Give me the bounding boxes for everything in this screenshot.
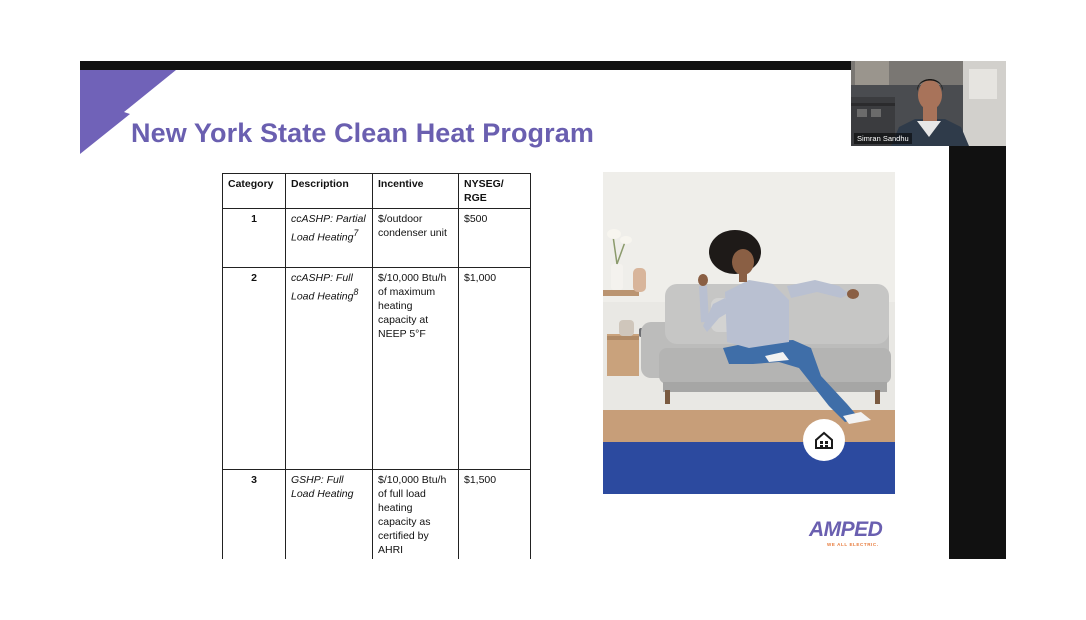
- category-cell: 2: [223, 268, 286, 470]
- presentation-slide: [80, 70, 949, 559]
- amount-cell: $1,000: [459, 268, 531, 470]
- amount-cell: $500: [459, 209, 531, 268]
- logo-tagline: WE ALL ELECTRIC.: [827, 542, 879, 547]
- participant-video-tile[interactable]: [851, 61, 1006, 146]
- column-header: Category: [223, 174, 286, 209]
- description-text: GSHP: Full Load Heating: [291, 474, 354, 500]
- column-header: NYSEG/ RGE: [459, 174, 531, 209]
- incentive-cell: $/outdoor condenser unit: [373, 209, 459, 268]
- woman-on-sofa-photo: [603, 172, 895, 494]
- column-header: Description: [286, 174, 373, 209]
- description-text: ccASHP: Partial Load Heating: [291, 213, 366, 244]
- home-badge: [803, 419, 845, 461]
- incentive-cell: $/10,000 Btu/h of full load heating capacity as certified by AHRI: [373, 470, 459, 560]
- category-cell: 3: [223, 470, 286, 560]
- category-cell: 1: [223, 209, 286, 268]
- table-row: [223, 268, 531, 470]
- home-icon: [814, 430, 834, 450]
- column-header: Incentive: [373, 174, 459, 209]
- description-text: ccASHP: Full Load Heating: [291, 272, 354, 303]
- description-cell: [286, 268, 373, 470]
- table-header-row: [223, 174, 531, 209]
- photo-blue-band: [603, 442, 895, 494]
- description-cell: [286, 470, 373, 560]
- table-row: [223, 470, 531, 560]
- footnote-ref: 8: [353, 287, 359, 297]
- footnote-ref: 7: [353, 228, 359, 238]
- incentive-cell: $/10,000 Btu/h of maximum heating capacity at NEEP 5°F: [373, 268, 459, 470]
- slide-title: New York State Clean Heat Program: [131, 118, 594, 148]
- amped-logo: [809, 518, 899, 552]
- table-row: [223, 209, 531, 268]
- description-cell: [286, 209, 373, 268]
- logo-wordmark: AMPED: [809, 518, 883, 541]
- participant-name-label: Simran Sandhu: [854, 133, 912, 144]
- incentive-table: [222, 173, 531, 559]
- amount-cell: $1,500: [459, 470, 531, 560]
